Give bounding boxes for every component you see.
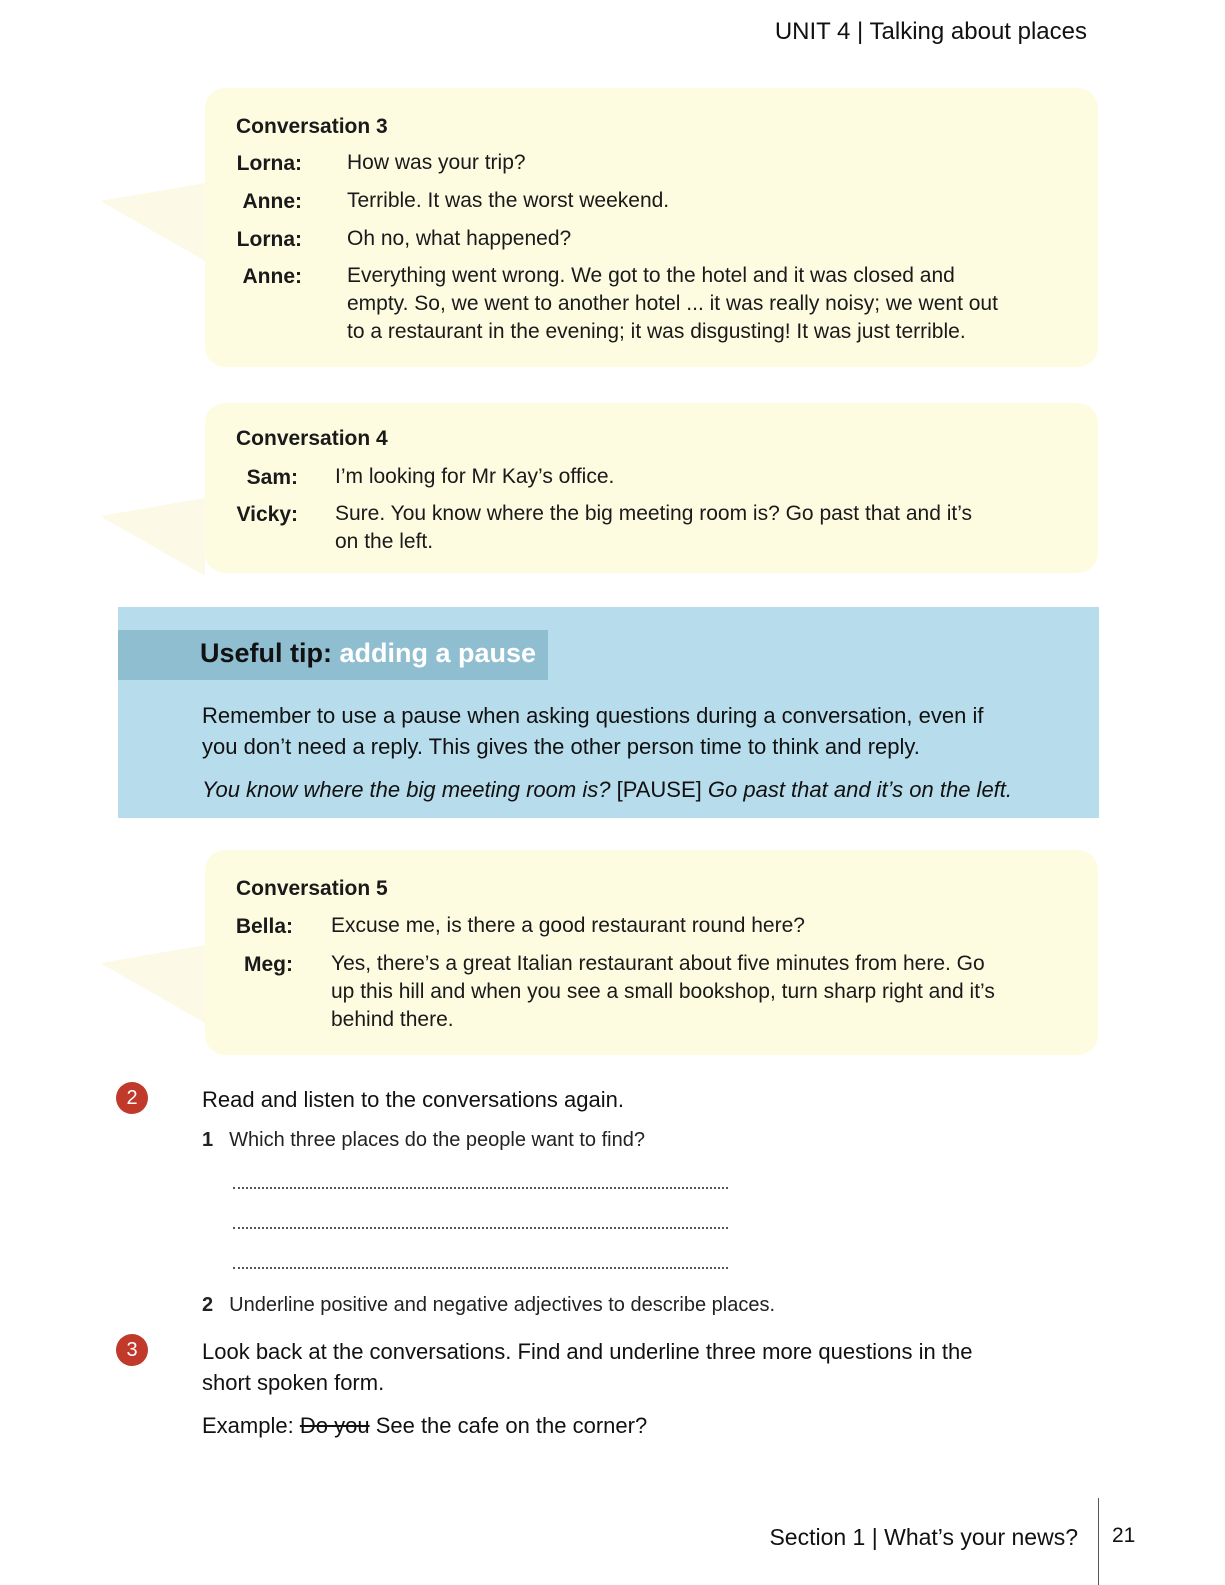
footer-divider [1098,1498,1099,1585]
unit-header: UNIT 4 | Talking about places [774,18,1087,45]
dialogue-line: How was your trip? [347,151,526,174]
section-footer: Section 1 | What’s your news? [769,1524,1078,1550]
exercise-3-example [202,1413,647,1439]
dialogue-line: Yes, there’s a great Italian restaurant about five minutes from here. Go [331,952,985,975]
exercise-2-question-2 [202,1294,775,1317]
dialogue-line: Everything went wrong. We got to the hotel and it was closed and [347,264,955,287]
example-answer: Go past that and it’s on the left. [707,777,1013,802]
exercise-2-question-1 [202,1129,645,1152]
question-number: 1 [202,1129,214,1151]
dialogue-line: empty. So, we went to another hotel ... it was really noisy; we went out [347,292,998,315]
useful-tip-title [200,638,536,669]
speaker-label: Vicky: [236,503,298,526]
exercise-3-instruction-2: short spoken form. [202,1370,385,1395]
answer-line-2[interactable] [233,1227,728,1229]
example-question: You know where the big meeting room is? [202,777,611,802]
useful-tip-topic: adding a pause [339,638,537,668]
speaker-label: Sam: [246,466,298,489]
answer-line-3[interactable] [233,1267,728,1269]
speaker-label: Meg: [244,953,293,976]
useful-tip-example [202,774,1082,805]
example-pause: [PAUSE] [616,777,702,802]
dialogue-line: to a restaurant in the evening; it was disgusting! It was just terrible. [347,320,966,343]
dialogue-line: behind there. [331,1008,454,1031]
speaker-label: Bella: [235,915,293,938]
conversation-3-title: Conversation 3 [236,115,388,138]
useful-tip-label: Useful tip: [200,638,332,668]
useful-tip-text-1: Remember to use a pause when asking questions during a conversation, even if [202,703,984,728]
question-text: Underline positive and negative adjectives to describe places. [229,1294,776,1316]
speaker-label: Anne: [242,265,302,288]
example-sentence: See the cafe on the corner? [375,1413,648,1438]
example-label: Example: [202,1413,294,1438]
dialogue-line: I’m looking for Mr Kay’s office. [335,465,615,488]
speaker-label: Lorna: [236,228,302,251]
dialogue-line: Excuse me, is there a good restaurant round here? [331,914,805,937]
conversation-5-title: Conversation 5 [236,877,388,900]
dialogue-line: Oh no, what happened? [347,227,572,250]
question-number: 2 [202,1294,214,1316]
dialogue-line: Terrible. It was the worst weekend. [347,189,670,212]
exercise-3-number: 3 [116,1334,148,1366]
dialogue-line: on the left. [335,530,434,553]
exercise-3-instruction-1: Look back at the conversations. Find and underline three more questions in the [202,1339,973,1364]
answer-line-1[interactable] [233,1187,728,1189]
conversation-4-title: Conversation 4 [236,427,388,450]
exercise-2-number: 2 [116,1082,148,1114]
exercise-2-instruction: Read and listen to the conversations again. [202,1087,624,1112]
speaker-label: Anne: [242,190,302,213]
example-struck-words: Do you [299,1413,370,1438]
dialogue-line: up this hill and when you see a small bookshop, turn sharp right and it’s [331,980,995,1003]
question-text: Which three places do the people want to find? [229,1129,645,1151]
useful-tip-text-2: you don’t need a reply. This gives the other person time to think and reply. [202,734,920,759]
page-number: 21 [1112,1524,1136,1547]
speaker-label: Lorna: [236,152,302,175]
dialogue-line: Sure. You know where the big meeting room is? Go past that and it’s [335,502,972,525]
